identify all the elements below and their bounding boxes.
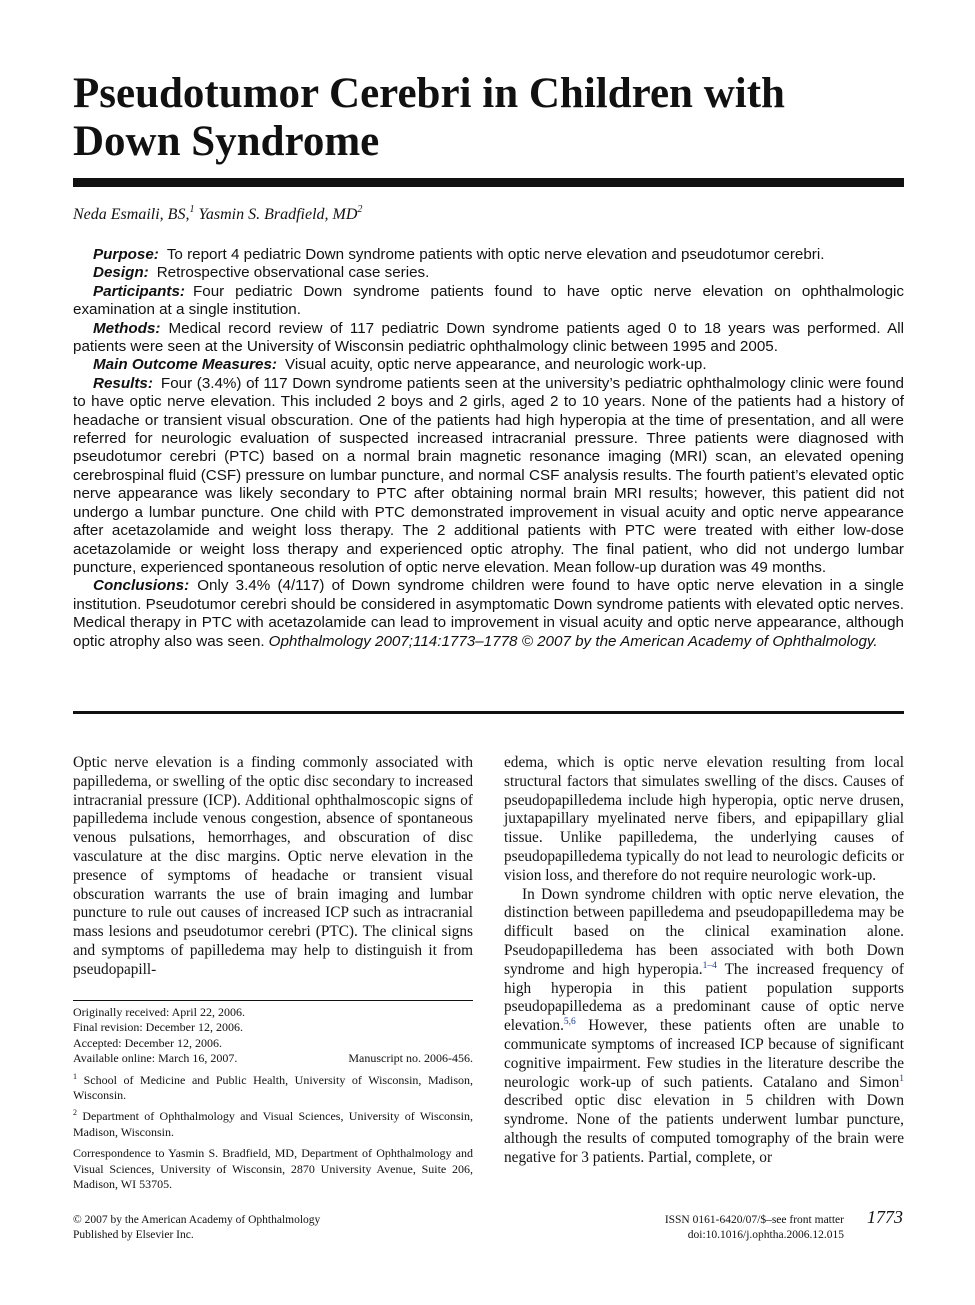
text-segment: However, these patients often are unable to communicate symptoms of increased ICP because of significant cognitive impairment. Few studies in the literature describe the neurologic work-up of such patients. Catalano and Simon — [504, 1017, 904, 1091]
received-date: Originally received: April 22, 2006. — [73, 1005, 245, 1019]
body-column-right — [504, 754, 904, 1168]
design-label: Design: — [93, 264, 149, 282]
page-number: 1773 — [867, 1207, 903, 1227]
revision-date: Final revision: December 12, 2006. — [73, 1020, 243, 1035]
outcome-label: Main Outcome Measures: — [93, 356, 277, 374]
affiliation-1 — [73, 1073, 473, 1104]
publisher-line: Published by Elsevier Inc. — [73, 1229, 194, 1241]
reference-link[interactable]: 1–4 — [702, 960, 717, 971]
text-segment: In Down syndrome children with optic nerve elevation, the distinction between papilledema and pseudopapilledema may be difficult based on the clinical examination alone. Pseudopapilledema has been associated with both Down syndrome and high hyperopia. — [504, 885, 904, 978]
results-text: Four (3.4%) of 117 Down syndrome patients seen at the university’s pediatric ophthalmology clinic were found to have optic nerve elevation. This included 2 boys and 2 girls, aged 2 to 10 years. None of the patients had a history of headache or transient visual obscuration. One of the patients had high hyperopia at the time of presentation, and all were referred for neurologic evaluation of suspected increased intracranial pressure. Three patients were diagnosed with pseudotumor cerebri (PTC) based on a normal brain magnetic resonance imaging (MRI) scan, an elevated opening cerebrospinal fluid (CSF) pressure on lumbar puncture, and normal CSF analysis results. The fourth patient’s elevated optic nerve appearance was likely secondary to PTC after obtaining normal brain MRI results; however, this patient did not undergo a lumbar puncture. One child with PTC demonstrated improvement in visual acuity and optic nerve appearance after acetazolamide and weight loss therapy. The 2 additional patients with PTC were treated with either low-dose acetazolamide or weight loss therapy and experienced optic atrophy. The final patient, who did not undergo lumbar puncture, experienced spontaneous resolution of optic nerve elevation. Mean follow-up duration was 49 months. — [73, 374, 904, 576]
availability-row — [73, 1051, 473, 1066]
methods-label: Methods: — [93, 319, 161, 337]
body-paragraph — [504, 886, 904, 1168]
abstract-purpose — [73, 246, 904, 264]
abstract-outcome — [73, 356, 904, 374]
body-paragraph: edema, which is optic nerve elevation resulting from local structural factors that simulates swelling of the discs. Causes of pseudopapilledema include high hyperopia, optic nerve drusen, juxtapapillary myelinated nerve fibers, and epipapillary glial tissue. Unlike papilledema, the underlying causes of pseudopapilledema typically do not lead to neurologic deficits or vision loss, and therefore do not require neurologic work-up. — [504, 754, 904, 884]
title-line-1: Pseudotumor Cerebri in Children with — [73, 70, 785, 117]
manuscript-number: Manuscript no. 2006-456. — [348, 1051, 473, 1066]
doi-line: doi:10.1016/j.ophtha.2006.12.015 — [687, 1229, 844, 1241]
affiliation-2-text: Department of Ophthalmology and Visual Sciences, University of Wisconsin, Madison, Wisconsin. — [73, 1109, 474, 1139]
article-title — [73, 70, 913, 166]
footnote-rule — [73, 1000, 473, 1001]
copyright-line: © 2007 by the American Academy of Ophthalmology — [73, 1214, 321, 1226]
correspondence: Correspondence to Yasmin S. Bradfield, MD, Department of Ophthalmology and Visual Sciences, University of Wisconsin, 2870 University Avenue, Suite 206, Madison, WI 53705. — [73, 1146, 473, 1192]
abstract-rule — [73, 711, 904, 714]
footer-right — [665, 1213, 844, 1243]
participants-text: Four pediatric Down syndrome patients found to have optic nerve elevation on ophthalmologic examination at a single institution. — [73, 282, 904, 319]
abstract-methods — [73, 320, 904, 357]
reference-link[interactable]: 1 — [899, 1073, 904, 1084]
affiliation-1-text: School of Medicine and Public Health, University of Wisconsin, Madison, Wisconsin. — [73, 1072, 473, 1103]
abstract-conclusions — [73, 577, 904, 651]
conclusions-text: Only 3.4% (4/117) of Down syndrome children were found to have optic nerve elevation in a single institution. Pseudotumor cerebri should be considered in asymptomatic Down syndrome patients with elevated optic nerves. Medical therapy in PTC with acetazolamide can lead to improvement in visual acuity and optic nerve appearance, although optic atrophy also was seen. — [73, 577, 904, 650]
author-line — [73, 204, 362, 226]
affiliation-2 — [73, 1109, 473, 1140]
outcome-text: Visual acuity, optic nerve appearance, and neurologic work-up. — [285, 356, 707, 374]
issn-line: ISSN 0161-6420/07/$–see front matter — [664, 1214, 844, 1226]
author-1-affiliation: 1 — [189, 204, 195, 215]
abstract-results — [73, 375, 904, 577]
footer-left — [73, 1213, 320, 1243]
author-1: Neda Esmaili, BS, — [73, 206, 190, 223]
available-date: Available online: March 16, 2007. — [73, 1051, 238, 1066]
title-line-2: Down Syndrome — [73, 118, 380, 165]
participants-label: Participants: — [93, 282, 185, 300]
footnotes — [73, 1005, 473, 1192]
body-paragraph: Optic nerve elevation is a finding commonly associated with papilledema, or swelling of the optic disc secondary to increased intracranial pressure (ICP). Additional ophthalmoscopic signs of papilledema include venous congestion, absence of spontaneous venous pulsations, hemorrhages, and obscuration of disc vasculature at the disc margins. Optic nerve elevation in the presence of symptoms of headache or transient visual obscuration warrants the use of brain imaging and lumbar puncture to rule out causes of increased ICP such as intracranial mass lesions and pseudotumor cerebri (PTC). The clinical signs and symptoms of papilledema may help to distinguish it from pseudopapill- — [73, 754, 473, 978]
purpose-text: To report 4 pediatric Down syndrome patients with optic nerve elevation and pseudotumor cerebri. — [166, 246, 825, 263]
text-segment: described optic disc elevation in 5 children with Down syndrome. None of the patients underwent lumbar puncture, although the results of computed tomography of the brain were negative for 3 patients. Partial, complete, or — [504, 1092, 904, 1166]
author-2-affiliation: 2 — [357, 204, 363, 215]
accepted-date: Accepted: December 12, 2006. — [73, 1035, 222, 1050]
text-segment: The increased frequency of high hyperopia in this patient population supports pseudopapilledema as a predominant cause of optic nerve elevation. — [504, 960, 905, 1035]
abstract-design — [73, 264, 904, 282]
methods-text: Medical record review of 117 pediatric Down syndrome patients aged 0 to 18 years was performed. All patients were seen at the University of Wisconsin pediatric ophthalmology clinic between 1995 and 2005. — [73, 319, 904, 356]
purpose-label: Purpose: — [93, 246, 159, 263]
citation-text: Ophthalmology 2007;114:1773–1778 © 2007 by the American Academy of Ophthalmology. — [268, 632, 878, 650]
affiliation-2-marker: 2 — [73, 1108, 77, 1118]
reference-link[interactable]: 5,6 — [563, 1017, 576, 1028]
body-column-left — [73, 754, 473, 980]
abstract — [73, 246, 904, 651]
title-rule — [73, 178, 904, 187]
author-2: Yasmin S. Bradfield, MD — [198, 206, 358, 223]
results-label: Results: — [93, 374, 153, 392]
abstract-participants — [73, 283, 904, 320]
design-text: Retrospective observational case series. — [156, 264, 430, 282]
affiliation-1-marker: 1 — [73, 1071, 77, 1081]
conclusions-label: Conclusions: — [93, 577, 190, 595]
